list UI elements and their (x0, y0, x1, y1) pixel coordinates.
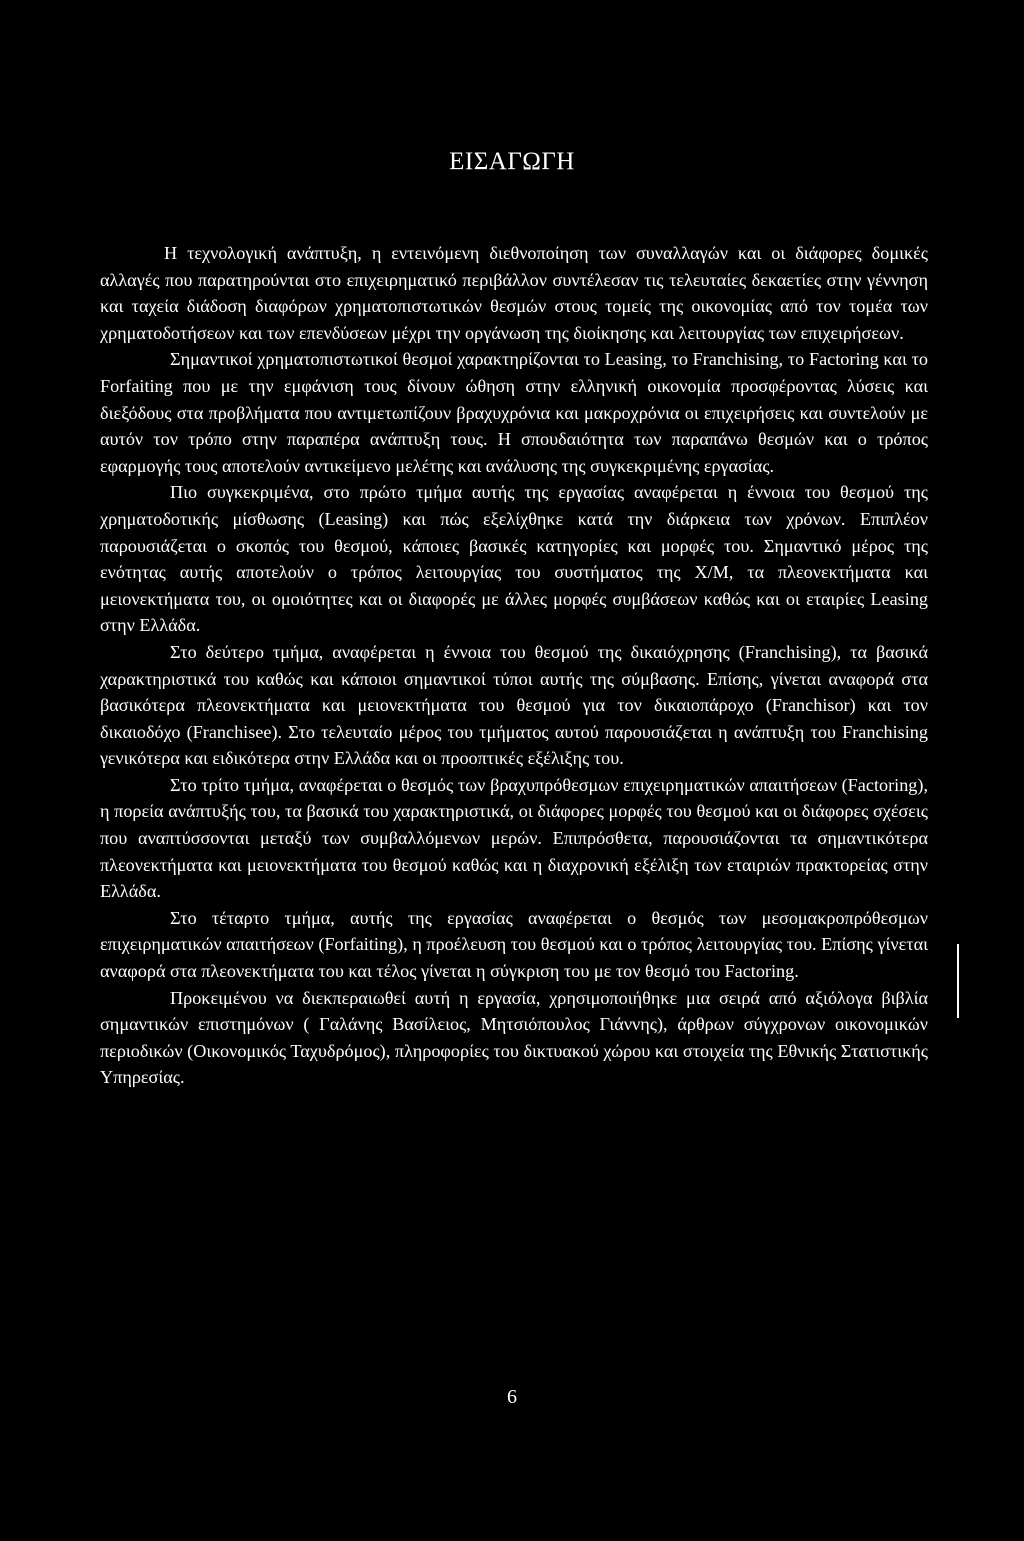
margin-change-bar (957, 944, 959, 1018)
paragraph-institutions: Σημαντικοί χρηματοπιστωτικοί θεσμοί χαρακτηρίζονται το Leasing, το Franchising, το Factoring και το Forfaiting που με την εμφάνιση τους δίνουν ώθηση στην ελληνική οικονομία προσφέροντας λύσεις και διεξόδους στα προβλήματα που αντιμετωπίζουν βραχυχρόνια και μακροχρόνια οι επιχειρήσεις και συντελούν με αυτόν τον τρόπο στην παραπέρα ανάπτυξη τους. Η σπουδαιότητα των παραπάνω θεσμών και ο τρόπος εφαρμογής τους αποτελούν αντικείμενο μελέτης και ανάλυσης της συγκεκριμένης εργασίας. (100, 349, 928, 476)
page-number: 6 (507, 1386, 517, 1408)
paragraph-factoring: Στο τρίτο τμήμα, αναφέρεται ο θεσμός των βραχυπρόθεσμων επιχειρηματικών απαιτήσεων (Factoring), η πορεία ανάπτυξής του, τα βασικά του χαρακτηριστικά, οι διάφορες μορφές του θεσμού και οι διάφορες σχέσεις που αναπτύσσονται μεταξύ των συμβαλλόμενων μερών. Επιπρόσθετα, παρουσιάζονται τα σημαντικότερα πλεονεκτήματα και μειονεκτήματα του θεσμού καθώς και η διαχρονική εξέλιξη των εταιριών πρακτορείας στην Ελλάδα. (100, 774, 928, 902)
paragraph-forfaiting: Στο τέταρτο τμήμα, αυτής της εργασίας αναφέρεται ο θεσμός των μεσομακροπρόθεσμων επιχειρηματικών απαιτήσεων (Forfaiting), η προέλευση του θεσμού και ο τρόπος λειτουργίας του. Επίσης γίνεται αναφορά στα πλεονεκτήματα του και τέλος γίνεται η σύγκριση του με τον θεσμό του Factoring. (100, 907, 928, 982)
paragraph-intro: Η τεχνολογική ανάπτυξη, η εντεινόμενη διεθνοποίηση των συναλλαγών και οι διάφορες δομικές αλλαγές που παρατηρούνται στο επιχειρηματικό περιβάλλον συντέλεσαν τις τελευταίες δεκαετίες στην γέννηση και ταχεία διάδοση διαφόρων χρηματοπιστωτικών θεσμών στους τομείς της οικονομίας από τον τομέα των χρηματοδοτήσεων και των επενδύσεων μέχρι την οργάνωση της διοίκησης και λειτουργίας των επιχειρήσεων. (100, 243, 928, 343)
paragraph-sources: Προκειμένου να διεκπεραιωθεί αυτή η εργασία, χρησιμοποιήθηκε μια σειρά από αξιόλογα βιβλία σημαντικών επιστημόνων ( Γαλάνης Βασίλειος, Μητσιόπουλος Γιάννης), άρθρων σύγχρονων οικονομικών περιοδικών (Οικονομικός Ταχυδρόμος), πληροφορίες του δικτυακού χώρου και στοιχεία της Εθνικής Στατιστικής Υπηρεσίας. (100, 987, 928, 1088)
paragraph-franchising: Στο δεύτερο τμήμα, αναφέρεται η έννοια του θεσμού της δικαιόχρησης (Franchising), τα βασικά χαρακτηριστικά του καθώς και κάποιοι σημαντικοί τύποι αυτής της σύμβασης. Επίσης, γίνεται αναφορά στα βασικότερα πλεονεκτήματα και μειονεκτήματα του θεσμού για τον δικαιοπάροχο (Franchisor) και τον δικαιοδόχο (Franchisee). Στο τελευταίο μέρος του τμήματος αυτού παρουσιάζεται η ανάπτυξη του Franchising γενικότερα και ειδικότερα στην Ελλάδα και οι προοπτικές εξέλιξης του. (100, 641, 928, 769)
body-text (100, 240, 928, 1091)
paragraph-leasing: Πιο συγκεκριμένα, στο πρώτο τμήμα αυτής της εργασίας αναφέρεται η έννοια του θεσμού της χρηματοδοτικής μίσθωσης (Leasing) και πώς εξελίχθηκε κατά την διάρκεια των χρόνων. Επιπλέον παρουσιάζεται ο σκοπός του θεσμού, κάποιες βασικές κατηγορίες και μορφές του. Σημαντικό μέρος της ενότητας αυτής αποτελούν ο τρόπος λειτουργίας του συστήματος της Χ/Μ, τα πλεονεκτήματα και μειονεκτήματα του, οι ομοιότητες και οι διαφορές με άλλες μορφές συμβάσεων καθώς και οι εταιρίες Leasing στην Ελλάδα. (100, 482, 928, 636)
page-title: ΕΙΣΑΓΩΓΗ (449, 148, 575, 175)
